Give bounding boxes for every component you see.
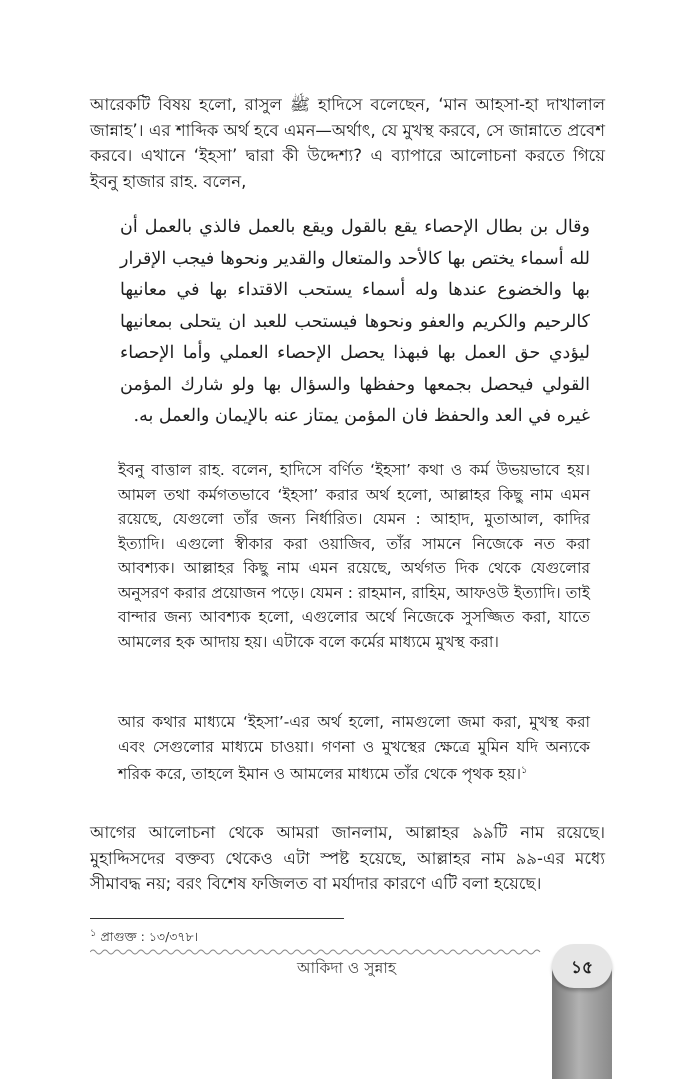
conclusion-paragraph: আগের আলোচনা থেকে আমরা জানলাম, আল্লাহর ৯৯টি নাম রয়েছে। মুহাদ্দিসদের বক্তব্য থেকেও এটা স্পষ্ট হয়েছে, আল্লাহর নাম ৯৯-এর মধ্যে সীমাবদ্ধ নয়; বরং বিশেষ ফজিলত বা মর্যাদার কারণে এটি বলা হয়েছে। — [90, 823, 605, 893]
translation-paragraph-1: ইবনু বাত্তাল রাহ. বলেন, হাদিসে বর্ণিত ‘ইহসা’ কথা ও কর্ম উভয়ভাবে হয়। আমল তথা কর্মগতভাবে ‘ইহসা’ করার অর্থ হলো, আল্লাহর কিছু নাম এমন রয়েছে, যেগুলো তাঁর জন্য নির্ধারিত। যেমন : আহাদ, মুতাআল, কাদির ইত্যাদি। এগুলো স্বীকার করা ওয়াজিব, তাঁর সামনে নিজেকে নত করা আবশ্যক। আল্লাহর কিছু নাম এমন রয়েছে, অর্থগত দিক থেকে যেগুলোর অনুসরণ করার প্রয়োজন পড়ে। যেমন : রাহমান, রাহিম, আফওউ ইত্যাদি। তাই বান্দার জন্য আবশ্যক হলো, এগুলোর অর্থে নিজেকে সুসজ্জিত করা, যাতে আমলের হক আদায় হয়। এটাকে বলে কর্মের মাধ্যমে মুখস্থ করা। — [118, 461, 590, 651]
footnote-text: প্রাগুক্ত : ১৩/৩৭৮। — [100, 929, 199, 945]
translation-paragraph-2 — [118, 710, 590, 787]
book-title-footer: আকিদা ও সুন্নাহ — [297, 959, 396, 977]
page-number: ১৫ — [570, 958, 594, 978]
footnote-marker: ১ — [90, 928, 97, 939]
footnote — [90, 926, 198, 949]
translation-paragraph-2-text: আর কথার মাধ্যমে ‘ইহসা’-এর অর্থ হলো, নামগুলো জমা করা, মুখস্থ করা এবং সেগুলোর মাধ্যমে চাওয়া। গণনা ও মুখস্থের ক্ষেত্রে মুমিন যদি অন্যকে শরিক করে, তাহলে ইমান ও আমলের মাধ্যমে তাঁর থেকে পৃথক হয়। — [118, 713, 590, 784]
footer-wavy-divider — [90, 948, 542, 956]
footnote-reference: ১ — [521, 765, 528, 776]
arabic-quotation: وقال بن بطال الإحصاء يقع بالقول ويقع بالعمل فالذي بالعمل أن لله أسماء يختص بها كالأحد والمتعال والقدير ونحوها فيجب الإقرار بها والخضوع عندها وله أسماء يستحب الاقتداء بها في معانيها كالرحيم والكريم والعفو ونحوها فيستحب للعبد ان يتحلى بمعانيها ليؤدي حق العمل بها فبهذا يحصل الإحصاء العملي وأما الإحصاء القولي فيحصل بجمعها وحفظها والسؤال بها ولو شارك المؤمن غيره في العد والحفظ فان المؤمن يمتاز عنه بالإيمان والعمل به. — [120, 217, 590, 426]
intro-paragraph: আরেকটি বিষয় হলো, রাসুল ﷺ হাদিসে বলেছেন, ‘মান আহসা-হা দাখালাল জান্নাহ’। এর শাব্দিক অর্থ হবে এমন—অর্থাৎ, যে মুখস্থ করবে, সে জান্নাতে প্রবেশ করবে। এখানে ‘ইহসা’ দ্বারা কী উদ্দেশ্য? এ ব্যাপারে আলোচনা করতে গিয়ে ইবনু হাজার রাহ. বলেন, — [90, 95, 606, 191]
footnote-divider — [90, 918, 344, 919]
